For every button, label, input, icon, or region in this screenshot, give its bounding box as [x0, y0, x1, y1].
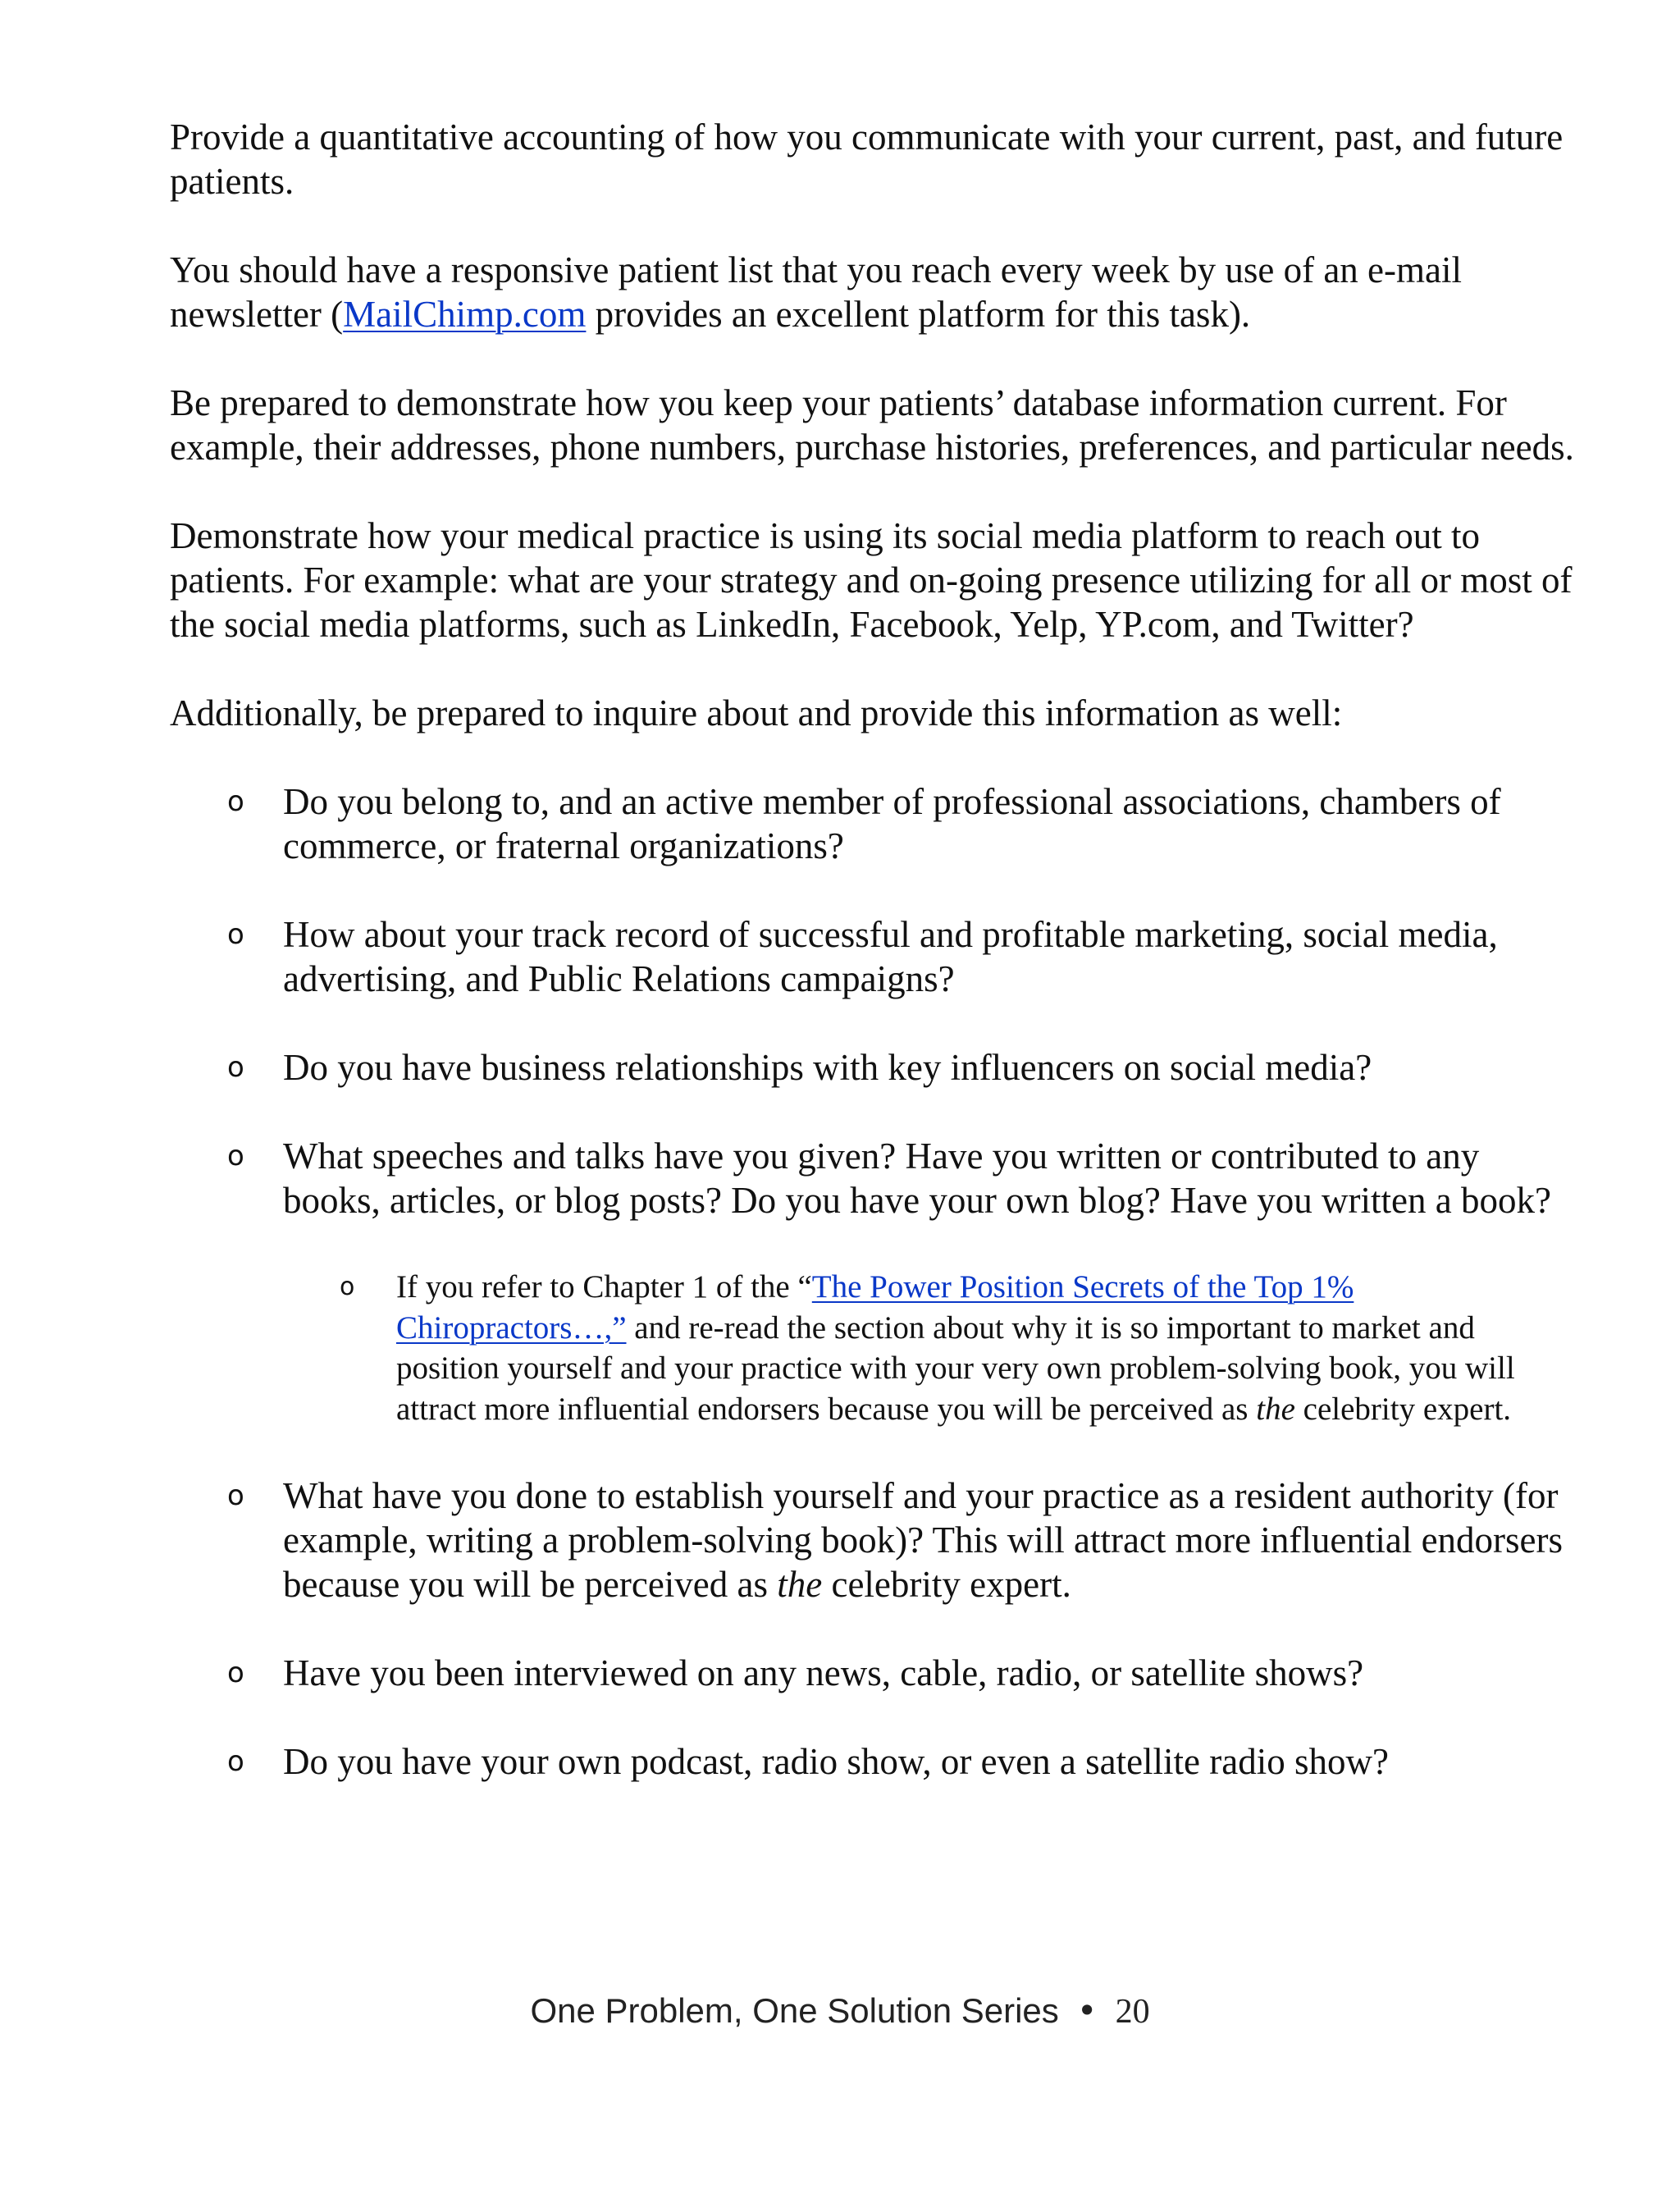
bullet-circle-icon: o — [227, 785, 244, 818]
paragraph-communication: Provide a quantitative accounting of how you communicate with your current, past, and future patients. — [170, 117, 1564, 202]
paragraph-additionally: Additionally, be prepared to inquire about and provide this information as well: — [170, 692, 1343, 733]
emphasis-text: the — [777, 1564, 823, 1605]
power-position-book-link[interactable]: The Power Position Secrets of the Top 1% Chiropractors…,” — [396, 1269, 1354, 1346]
bullet-circle-icon: o — [227, 1140, 244, 1172]
list-item — [170, 779, 1581, 868]
bullet-circle-icon: o — [227, 1745, 244, 1778]
paragraph-social-media: Demonstrate how your medical practice is using its social media platform to reach out to patients. For example: what are your strategy and on-going presence utilizing for all or most of the social media platforms, such as LinkedIn, Facebook, Yelp, YP.com, and Twitter? — [170, 515, 1573, 645]
text-segment: If you refer to Chapter 1 of the “ — [396, 1269, 812, 1305]
text-segment: celebrity expert. — [822, 1564, 1071, 1605]
list-item — [170, 912, 1581, 1001]
text-segment: and re-read the section about why it is so important to market and position yourself and your practice with your very own problem-solving book, you will attract more influential endorsers because you will be perceived as — [396, 1309, 1515, 1427]
list-item — [170, 1045, 1581, 1090]
list-item-text: Do you have business relationships with key influencers on social media? — [283, 1047, 1372, 1088]
paragraph-text: provides an excellent platform for this task). — [586, 294, 1251, 335]
bullet-circle-icon: o — [227, 1051, 244, 1084]
emphasis-text: the — [1256, 1391, 1295, 1427]
sub-list-item — [170, 1267, 1581, 1429]
bullet-circle-icon: o — [227, 1479, 244, 1512]
series-title: One Problem, One Solution Series — [530, 1991, 1059, 2030]
text-segment: celebrity expert. — [1294, 1391, 1512, 1427]
list-item-text: Have you been interviewed on any news, cable, radio, or satellite shows? — [283, 1652, 1364, 1693]
question-list — [170, 779, 1581, 1784]
list-item — [170, 1474, 1581, 1606]
bullet-circle-icon: o — [227, 918, 244, 951]
list-item-text: Do you have your own podcast, radio show, or even a satellite radio show? — [283, 1741, 1389, 1782]
page-number: 20 — [1115, 1993, 1150, 2031]
bullet-circle-icon: o — [227, 1657, 244, 1689]
sub-list-item-text — [396, 1269, 1515, 1427]
list-item-text: How about your track record of successful and profitable marketing, social media, advertising, and Public Relations campaigns? — [283, 914, 1498, 999]
list-item — [170, 1651, 1581, 1695]
page-footer — [0, 1990, 1680, 2032]
list-item-text: What speeches and talks have you given? Have you written or contributed to any books, articles, or blog posts? Do you have your own blog? Have you written a book? — [283, 1136, 1551, 1221]
paragraph-patient-list — [170, 248, 1581, 336]
list-item-text — [283, 1475, 1563, 1605]
list-item — [170, 1739, 1581, 1784]
list-item — [170, 1134, 1581, 1222]
paragraph-text: You should have a responsive patient list that you reach every week by use of an e-mail newsletter ( — [170, 249, 1462, 335]
paragraph-database: Be prepared to demonstrate how you keep your patients’ database information current. For example, their addresses, phone numbers, purchase histories, preferences, and particular needs. — [170, 382, 1574, 468]
list-item-text: Do you belong to, and an active member of professional associations, chambers of commerce, or fraternal organizations? — [283, 781, 1501, 866]
mailchimp-link[interactable]: MailChimp.com — [343, 294, 587, 335]
page-body — [170, 115, 1581, 1828]
bullet-circle-icon: o — [340, 1273, 355, 1301]
bullet-separator-icon: • — [1076, 1990, 1098, 2031]
text-segment: What have you done to establish yourself and your practice as a resident authority (for example, writing a problem-solving book)? This will attract more influential endorsers because you will be perceived as — [283, 1475, 1564, 1605]
